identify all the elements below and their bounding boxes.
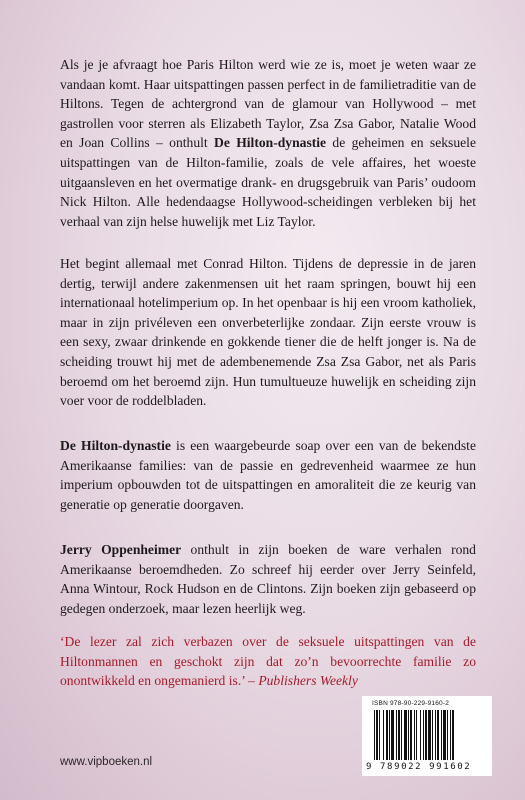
book-title-mention: De Hilton-dynastie <box>214 135 327 151</box>
barcode-bar <box>425 710 427 760</box>
barcode-bar <box>432 710 433 760</box>
barcode-box <box>362 696 492 776</box>
barcode-bar <box>428 710 431 760</box>
barcode-digits: 9 789022 991602 <box>366 762 472 772</box>
barcode-bar <box>389 710 390 760</box>
barcode-bar <box>416 710 417 760</box>
review-source: Publishers Weekly <box>258 673 358 689</box>
author-paragraph <box>60 540 476 618</box>
review-quote <box>60 632 476 691</box>
barcode-bar <box>396 710 397 760</box>
barcode-bar <box>420 710 421 760</box>
author-name: Jerry Oppenheimer <box>60 542 182 557</box>
barcode-bar <box>379 710 380 760</box>
barcode-bar <box>374 710 375 760</box>
barcode-bar <box>386 710 388 760</box>
author-paragraph-rest: onthult in zijn boeken de ware verhalen rond Amerikaanse beroemdheden. Zo schreef hij eerder over Jerry Seinfeld, Anna Wintour, Rock Hudson en de Clintons. Zijn boeken zijn gebaseerd op gedegen onderzoek, maar lezen heerlijk weg. <box>60 542 476 616</box>
barcode-bar <box>437 710 439 760</box>
blurb-paragraph-2-text: Het begint allemaal met Conrad Hilton. Tijdens de depressie in de jaren dertig, terwijl andere zakenmensen uit het raam springen, bouwt hij een internationaal hotelimperium op. In het openbaar is hij een vroom katholiek, maar in zijn privéleven een onverbeterlijke zondaar. Zijn eerste vrouw is een sexy, zwaar drinkende en gokkende tiener die de helft jonger is. Na de scheiding trouwt hij met de adembenemende Zsa Zsa Gabor, net als Paris beroemd om het beroemd zijn. Hun tumultueuze huwelijk en scheiding zijn voer voor de roddelbladen. <box>60 256 476 409</box>
barcode-bar <box>443 710 446 760</box>
blurb-paragraph-1-rest: de geheimen en seksuele uitspattingen van de Hilton-familie, zoals de vele affaires, het woeste uitgaansleven en het overmatige drank- en drugsgebruik van Paris’ oudoom Nick Hilton. Alle hedendaagse Hollywood-scheidingen verbleken bij het verhaal van zijn helse huwelijk met Liz Taylor. <box>60 135 476 229</box>
blurb-paragraph-3 <box>60 436 476 514</box>
barcode-bar <box>401 710 402 760</box>
barcode-bar <box>447 710 448 760</box>
barcode-bars <box>374 710 484 760</box>
barcode-bar <box>408 710 409 760</box>
blurb-paragraph-1 <box>60 55 476 231</box>
barcode-bar <box>404 710 407 760</box>
blurb-paragraph-3-rest: is een waargebeurde soap over een van de bekendste Amerikaanse families: van de passie en gedrevenheid waarmee ze hun imperium opbouwden tot de uitspattingen en amoraliteit die ze keurig van generatie op generatie doorgaven. <box>60 438 476 512</box>
isbn-label: ISBN 978-90-229-9160-2 <box>372 700 450 707</box>
review-quote-text: ‘De lezer zal zich verbazen over de seksuele uitspattingen van de Hiltonmannen en geschokt zijn dat zo’n bevoorrechte familie zo onontwikkeld en ongemanierd is.’ – <box>60 634 476 689</box>
barcode-bar <box>376 710 378 760</box>
blurb-paragraph-1-text: Als je je afvraagt hoe Paris Hilton werd wie ze is, moet je weten waar ze vandaan komt. Haar uitspattingen passen perfect in de familietraditie van de Hiltons. Tegen de achtergrond van de glamour van Hollywood – met gastrollen voor sterren als Elizabeth Taylor, Zsa Zsa Gabor, Natalie Wood en Joan Collins – onthult <box>60 57 476 151</box>
blurb-paragraph-2 <box>60 254 476 411</box>
barcode-bar <box>435 710 436 760</box>
barcode-bar <box>414 710 415 760</box>
barcode-bar <box>450 710 451 760</box>
barcode-bar <box>441 710 442 760</box>
barcode-bar <box>423 710 424 760</box>
book-title-mention: De Hilton-dynastie <box>60 438 171 453</box>
barcode-bar <box>383 710 384 760</box>
publisher-website: www.vipboeken.nl <box>60 756 153 768</box>
barcode-bar <box>391 710 394 760</box>
barcode-bar <box>410 710 412 760</box>
barcode-bar <box>452 710 454 760</box>
barcode-bar <box>398 710 400 760</box>
